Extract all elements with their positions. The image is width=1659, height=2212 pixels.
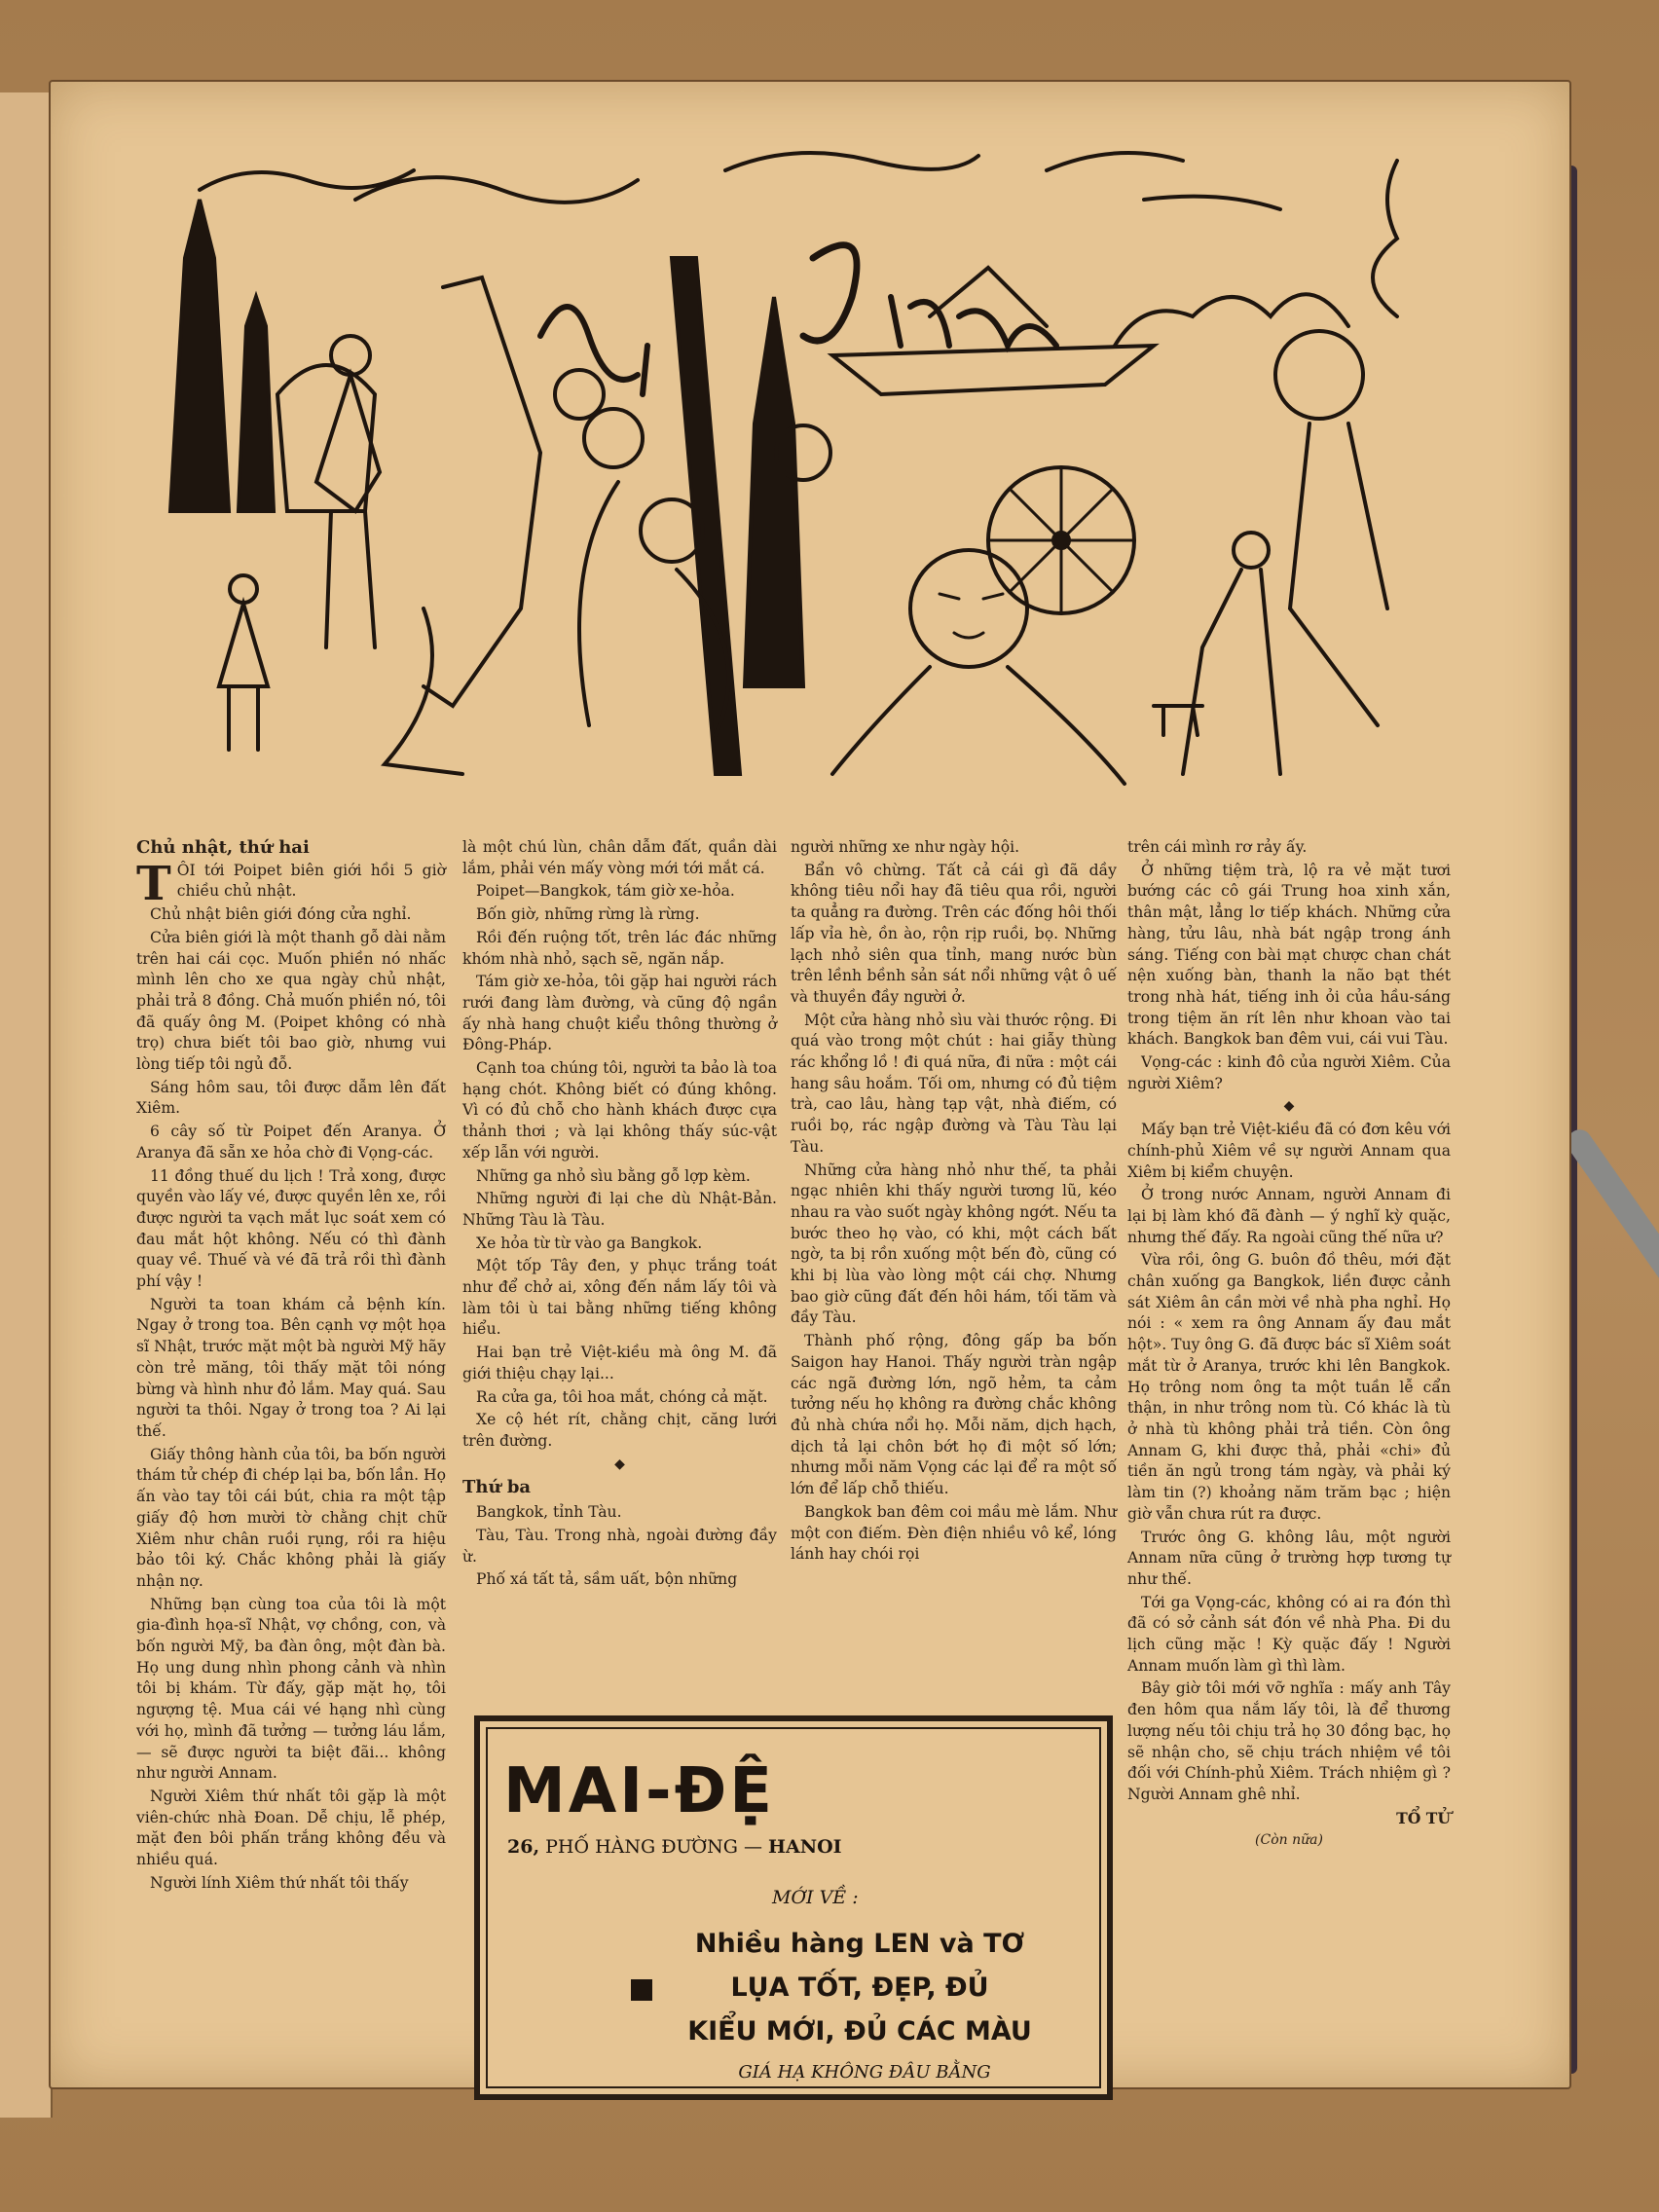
paragraph: Giấy thông hành của tôi, ba bốn người thám tử chép đi chép lại ba, bốn lần. Họ ấn vào tay tôi cái bút, chia ra một tập giấy độ hơn mười tờ chằng chịt chữ Xiêm như chân ruồi rụng, rồi ra hiệu bảo tôi ký. Chắc không phải là giấy nhận nợ. bbox=[136, 1445, 446, 1590]
ad-address bbox=[507, 1836, 842, 1858]
ad-address-city: HANOI bbox=[768, 1836, 842, 1858]
paragraph: Người ta toan khám cả bệnh kín. Ngay ở trong toa. Bên cạnh vợ một họa sĩ Nhật, trước mặt một bà người Mỹ hãy còn trẻ măng, tôi thấy mặt tôi nóng bừng và hình như đỏ lắm. May quá. Sau người ta thôi. Ngay ở trong toa ? Ai lại thế. bbox=[136, 1295, 446, 1440]
paragraph: Ở những tiệm trà, lộ ra vẻ mặt tươi bướng các cô gái Trung hoa xinh xắn, thân mật, lẳng lơ tiếp khách. Những cửa hàng, tửu lâu, nhà bát ngập trong ánh sáng. Tiếng con bài mạt chược chan chát nện xuống bàn, thanh la não bạt thét trong nhà hát, tiếng inh ỏi của hầu-sáng trong tiệm ăn rít lên như khoan vào tai khách. Bangkok ban đêm vui, cái vui Tàu. bbox=[1127, 861, 1451, 1049]
paragraph: Phố xá tất tả, sầm uất, bộn những bbox=[476, 1570, 738, 1589]
paragraph: trên cái mình rơ rảy ấy. bbox=[1127, 838, 1308, 856]
paragraph: Cạnh toa chúng tôi, người ta bảo là toa hạng chót. Không biết có đúng không. Vì có đủ chỗ cho hành khách được cựa thảnh thơi ; và lại không thấy súc-vật xếp lẫn với người. bbox=[462, 1059, 777, 1161]
ad-price-note: GIÁ HẠ KHÔNG ĐÂU BẰNG bbox=[738, 2062, 991, 2083]
paragraph: Tám giờ xe-hỏa, tôi gặp hai người rách rưới đang làm đường, và cũng độ ngần ấy nhà hang chuột kiểu thông thường ở Đông-Pháp. bbox=[462, 973, 777, 1054]
continued-note: (Còn nữa) bbox=[1255, 1832, 1323, 1849]
paragraph: là một chú lùn, chân dẫm đất, quần dài lắm, phải vén mấy vòng mới tới mắt cá. bbox=[462, 838, 777, 877]
paragraph: Chủ nhật biên giới đóng cửa nghỉ. bbox=[150, 905, 412, 924]
header-illustration bbox=[131, 102, 1417, 818]
paragraph: Xe cộ hét rít, chằng chịt, căng lưới trên đường. bbox=[462, 1411, 777, 1450]
paragraph: Người Xiêm thứ nhất tôi gặp là một viên-chức nhà Đoan. Dễ chịu, lễ phép, mặt đen bôi phấn trắng không đều và nhiều quá. bbox=[136, 1787, 446, 1869]
paragraph: Tàu, Tàu. Trong nhà, ngoài đường đầy ừ. bbox=[462, 1526, 777, 1566]
paragraph: Mấy bạn trẻ Việt-kiều đã có đơn kêu với chính-phủ Xiêm về sự người Annam qua Xiêm bị kiểm chuyện. bbox=[1127, 1121, 1451, 1181]
paragraph: Xe hỏa từ từ vào ga Bangkok. bbox=[476, 1234, 703, 1252]
ad-copy bbox=[636, 1922, 1084, 2053]
paragraph: Những bạn cùng toa của tôi là một gia-đình họa-sĩ Nhật, vợ chồng, con, và bốn người Mỹ, ba đàn ông, một đàn bà. Họ ung dung nhìn phong cảnh và nhìn tôi bị khám. Từ đấy, gặp mặt họ, tôi ngượng tệ. Mua cái vé hạng nhì cùng với họ, mình đã tưởng — tưởng láu lắm, — sẽ được người ta biệt đãi... không như người Annam. bbox=[136, 1595, 446, 1783]
ad-line: LỤA TỐT, ĐẸP, ĐỦ bbox=[730, 1972, 989, 2003]
ad-line: Nhiều hàng LEN và TƠ bbox=[694, 1929, 1025, 1959]
ad-address-street: PHỐ HÀNG ĐƯỜNG — bbox=[545, 1836, 762, 1858]
paragraph: Vọng-các : kinh đô của người Xiêm. Của người Xiêm? bbox=[1127, 1053, 1451, 1092]
paragraph: Những người đi lại che dù Nhật-Bản. Những Tàu là Tàu. bbox=[462, 1190, 777, 1229]
paragraph: Cửa biên giới là một thanh gỗ dài nằm trên hai cái cọc. Muốn phiền nó nhấc mình lên cho xe qua ngày chủ nhật, phải trả 8 đồng. Chả muốn phiền nó, tôi đã quấy ông M. (Poipet không có nhà trọ) chưa biết tôi bao giờ, nhưng vui lòng tiếp tôi ngủ đỗ. bbox=[136, 928, 446, 1074]
drop-cap: T bbox=[136, 856, 171, 911]
paragraph: Những ga nhỏ sìu bằng gỗ lợp kèm. bbox=[476, 1166, 751, 1185]
paragraph: Ra cửa ga, tôi hoa mắt, chóng cả mặt. bbox=[476, 1387, 768, 1406]
paragraph: Bẩn vô chừng. Tất cả cái gì đã dầy không tiêu nổi hay đã tiêu qua rồi, người ta quẳng ra đường. Trên các đống hôi thối lấp vỉa hè, ồn ào, rộn rịp ruồi, bọ. Những lạch nhỏ siên qua tỉnh, mang nước bùn trên lềnh bềnh sản sát nổi những vật ô uế và thuyền đầy người ở. bbox=[791, 861, 1117, 1006]
paragraph: Một cửa hàng nhỏ sìu vài thước rộng. Đi quá vào trong một chút : hai giẫy thùng rác khổng lồ ! đi quá nữa, đi nữa : một cái hang sâu hoắm. Tối om, nhưng có đủ tiệm trà, cao lâu, hàng tạp vật, nhà điếm, có ruồi bọ, rác ngập đường và Tàu Tàu lại Tàu. bbox=[791, 1011, 1117, 1156]
paragraph: Bây giờ tôi mới vỡ nghĩa : mấy anh Tây đen hôm qua nắm lấy tôi, là để thương lượng nếu tôi chịu trả họ 30 đồng bạc, họ sẽ nhận cho, sẽ chịu trách nhiệm về tôi đối với Chính-phủ Xiêm. Trách nhiệm gì ? Người Annam ghê nhỉ. bbox=[1127, 1679, 1451, 1803]
section-divider: ◆ bbox=[1283, 1098, 1295, 1115]
paragraph: Sáng hôm sau, tôi được dẫm lên đất Xiêm. bbox=[136, 1078, 446, 1118]
article-column-2 bbox=[462, 837, 777, 1593]
advertisement-box bbox=[474, 1715, 1113, 2100]
paragraph: Trước ông G. không lâu, một người Annam nữa cũng ở trường hợp tương tự như thế. bbox=[1127, 1528, 1451, 1588]
article-column-3 bbox=[791, 837, 1117, 1567]
paragraph: ÔI tới Poipet biên giới hồi 5 giờ chiều chủ nhật. bbox=[176, 861, 446, 901]
ad-address-number: 26, bbox=[507, 1836, 540, 1858]
paragraph: 6 cây số từ Poipet đến Aranya. Ở Aranya đã sẵn xe hỏa chờ đi Vọng-các. bbox=[136, 1123, 446, 1161]
article-column-4 bbox=[1127, 837, 1451, 1854]
paragraph: Thành phố rộng, đông gấp ba bốn Saigon hay Hanoi. Thấy người tràn ngập các ngã đường lớn, ngõ hẻm, ta cảm tưởng nếu họ không ra đường chắc không đủ nhà chứa nổi họ. Mỗi năm, dịch hạch, dịch tả lại chôn bớt họ đi một số lớn; nhưng mỗi năm Vọng các lại để ra một số lớn để lấp chỗ thiếu. bbox=[791, 1332, 1117, 1498]
paragraph: Những cửa hàng nhỏ như thế, ta phải ngạc nhiên khi thấy người tương lũ, kéo nhau ra vào suốt ngày không ngớt. Nếu ta bước theo họ vào, có khi, một cách bất ngờ, ta bị rồn xuống một bến đò, cũng có khi bị lùa vào lòng một cái chợ. Nhưng bao giờ cũng đất đến hôi hám, tối tăm và đầy Tàu. bbox=[791, 1161, 1117, 1327]
section-divider: ◆ bbox=[614, 1456, 625, 1472]
author-signature: TỔ TỬ bbox=[1396, 1808, 1451, 1827]
paragraph: Rồi đến ruộng tốt, trên lác đác những khóm nhà nhỏ, sạch sẽ, ngăn nắp. bbox=[462, 928, 777, 968]
ad-new-arrivals: MỚI VỀ : bbox=[772, 1887, 859, 1908]
paragraph: Người lính Xiêm thứ nhất tôi thấy bbox=[150, 1873, 409, 1892]
paragraph: Tới ga Vọng-các, không có ai ra đón thì đã có sở cảnh sát đón về nhà Pha. Đi du lịch cũng mặc ! Kỳ quặc đấy ! Người Annam muốn làm gì thì làm. bbox=[1127, 1593, 1451, 1675]
paragraph: Vừa rồi, ông G. buôn đồ thêu, mới đặt chân xuống ga Bangkok, liền được cảnh sát Xiêm ân cần mời về nhà pha nghỉ. Họ nói : « xem ra ông Annam ấy đau mắt hột». Tuy ông G. đã được bác sĩ Xiêm soát mắt từ ở Aranya, trước khi lên Bangkok. Họ trông nom ông ta một tuần lễ cẩn thận, in như trông nom tù. Có khác là tù ở nhà tù không phải trả tiền. Còn ông Annam G, khi được thả, phải «chi» đủ tiền ăn ngủ trong tám ngày, và phải ký làm tin (?) khoảng năm trăm bạc ; hiện giờ vẫn chưa rút ra được. bbox=[1127, 1251, 1451, 1523]
paragraph: Bốn giờ, những rừng là rừng. bbox=[476, 905, 700, 924]
section-heading: Chủ nhật, thứ hai bbox=[136, 837, 310, 858]
ad-line: KIỂU MỚI, ĐỦ CÁC MÀU bbox=[687, 2016, 1032, 2046]
section-heading: Thứ ba bbox=[462, 1477, 532, 1498]
paragraph: 11 đồng thuế du lịch ! Trả xong, được quyền vào lấy vé, được quyền lên xe, rồi được người ta vạch mắt lục soát xem có đau mắt hột không. Nếu có thì đành quay về. Thuế và vé đã trả rồi thì đành phí vậy ! bbox=[136, 1166, 446, 1291]
paragraph: Một tốp Tây đen, y phục trắng toát như để chở ai, xông đến nắm lấy tôi và làm tôi ù tai bằng những tiếng không hiểu. bbox=[462, 1257, 777, 1339]
paragraph: Poipet—Bangkok, tám giờ xe-hỏa. bbox=[476, 882, 735, 901]
paragraph: Bangkok ban đêm coi mầu mè lắm. Như một con điếm. Đèn điện nhiều vô kể, lóng lánh hay chói rọi bbox=[791, 1502, 1117, 1564]
ad-brand-title: MAI-ĐỆ bbox=[503, 1755, 775, 1827]
paragraph: Bangkok, tỉnh Tàu. bbox=[476, 1503, 622, 1522]
paragraph: người những xe như ngày hội. bbox=[791, 838, 1020, 856]
left-page-edge bbox=[0, 92, 53, 2118]
article-column-1 bbox=[136, 837, 446, 1896]
paragraph: Hai bạn trẻ Việt-kiều mà ông M. đã giới thiệu chạy lại... bbox=[462, 1344, 777, 1382]
paragraph: Ở trong nước Annam, người Annam đi lại bị làm khó đã đành — ý nghĩ kỳ quặc, nhưng thế đấy. Ra ngoài cũng thế nữa ư? bbox=[1127, 1186, 1451, 1246]
